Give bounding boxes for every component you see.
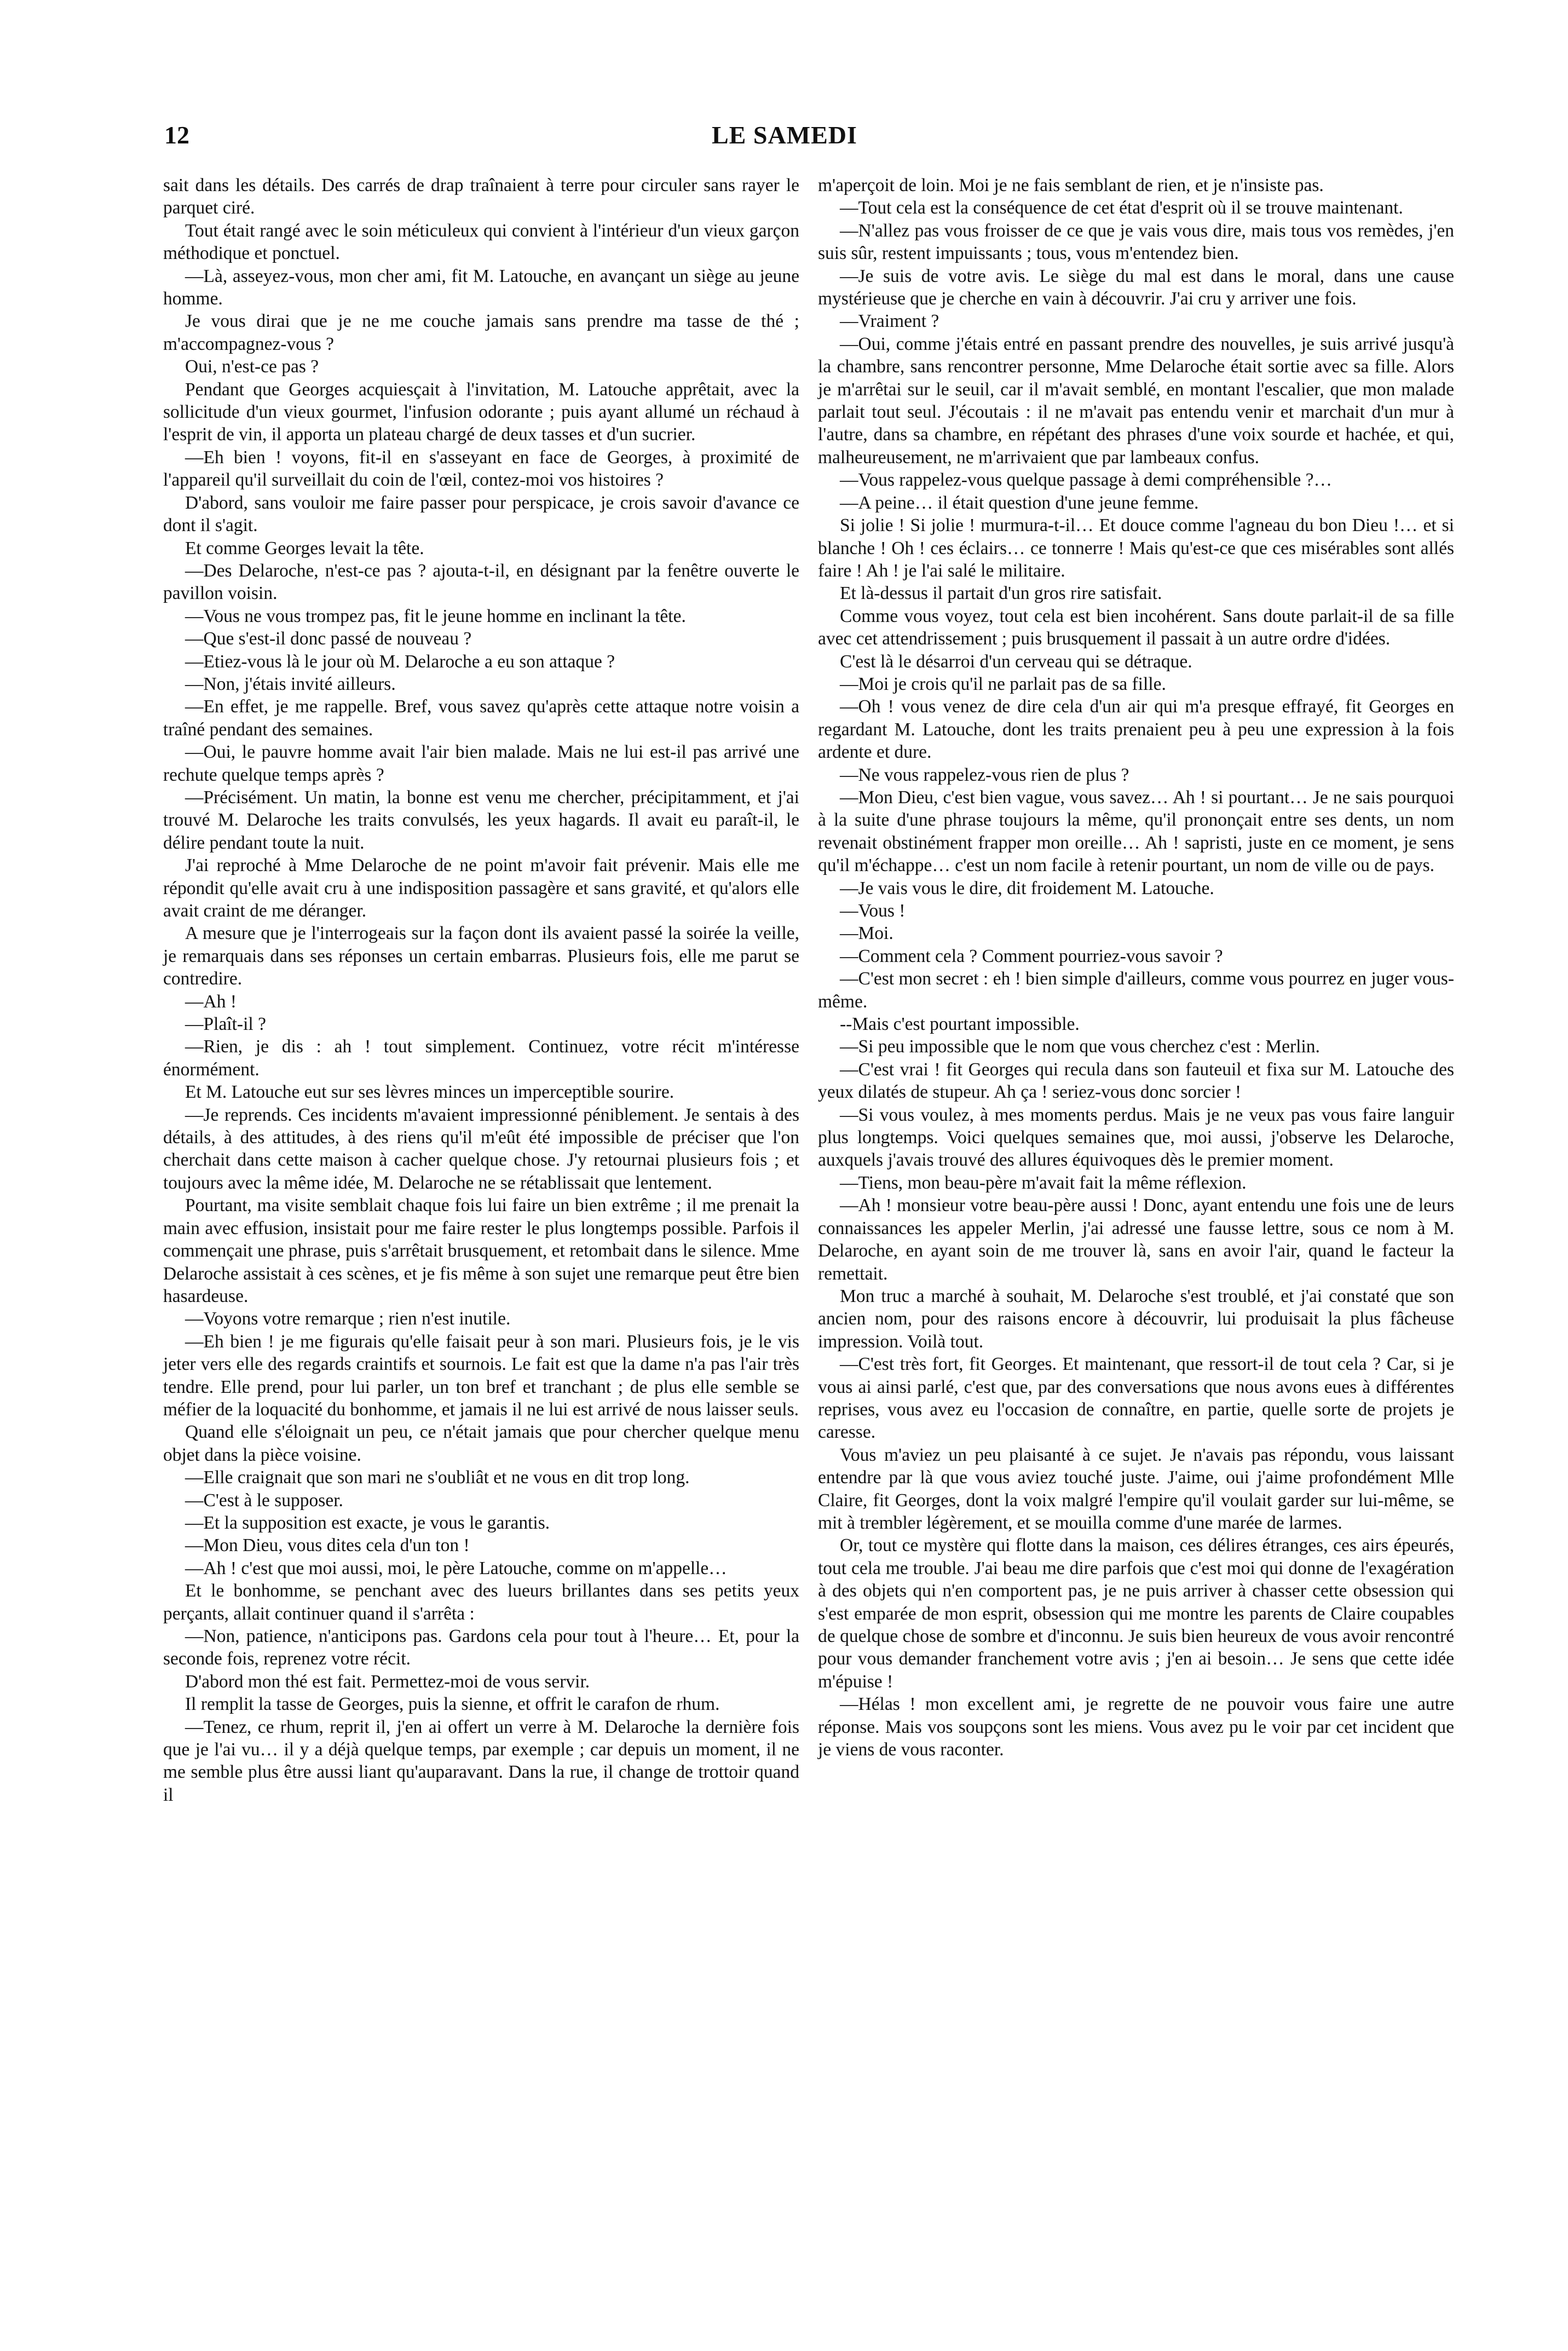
article-paragraph: D'abord, sans vouloir me faire passer pour perspicace, je crois savoir d'avance ce dont il s'agit. xyxy=(163,492,799,536)
article-paragraph: —Vous rappelez-vous quelque passage à demi compréhensible ?… xyxy=(840,470,1332,491)
article-paragraph: —Hélas ! mon excellent ami, je regrette de ne pouvoir vous faire une autre réponse. Mais vos soupçons sont les miens. Vous avez pu le voir par cet incident que je viens de vous raconter. xyxy=(818,1694,1454,1760)
article-paragraph: —Comment cela ? Comment pourriez-vous savoir ? xyxy=(840,946,1223,966)
article-paragraph: —Elle craignait que son mari ne s'oubliât et ne vous en dit trop long. xyxy=(185,1467,690,1488)
right-text-column xyxy=(818,174,1454,1761)
article-paragraph: —Eh bien ! voyons, fit-il en s'asseyant en face de Georges, à proximité de l'appareil qu'il surveillait du coin de l'œil, contez-moi vos histoires ? xyxy=(163,447,799,491)
article-paragraph: —Eh bien ! je me figurais qu'elle faisait peur à son mari. Plusieurs fois, je le vis jeter vers elle des regards craintifs et sournois. Le fait est que la dame n'a pas l'air très tendre. Elle prend, pour lui parler, un ton bref et tranchant ; de plus elle semble se méfier de la loquacité du bonhomme, et jamais il ne lui est arrivé de nous laisser seuls. xyxy=(163,1331,799,1420)
article-paragraph: —Précisément. Un matin, la bonne est venu me chercher, précipitamment, et j'ai trouvé M. Delaroche les traits convulsés, les yeux hagards. Il avait eu paraît-il, le délire pendant toute la nuit. xyxy=(163,787,799,853)
article-paragraph: Oui, n'est-ce pas ? xyxy=(185,356,319,377)
article-paragraph: —Vous ne vous trompez pas, fit le jeune homme en inclinant la tête. xyxy=(185,606,686,626)
article-paragraph: —Et la supposition est exacte, je vous le garantis. xyxy=(185,1512,550,1533)
article-paragraph: m'aperçoit de loin. Moi je ne fais semblant de rien, et je n'insiste pas. xyxy=(818,175,1324,195)
article-paragraph: Si jolie ! Si jolie ! murmura-t-il… Et douce comme l'agneau du bon Dieu !… et si blanche ! Oh ! ces éclairs… ce tonnerre ! Mais qu'est-ce que ces misérables sont allés faire ! Ah ! je l'ai salé le militaire. xyxy=(818,515,1454,581)
article-paragraph: —Que s'est-il donc passé de nouveau ? xyxy=(185,629,472,649)
running-title: LE SAMEDI xyxy=(712,121,857,149)
article-paragraph: Je vous dirai que je ne me couche jamais sans prendre ma tasse de thé ; m'accompagnez-vous ? xyxy=(163,311,799,354)
article-paragraph: Il remplit la tasse de Georges, puis la sienne, et offrit le carafon de rhum. xyxy=(185,1694,720,1715)
article-paragraph: Pourtant, ma visite semblait chaque fois lui faire un bien extrême ; il me prenait la main avec effusion, insistait pour me faire rester le plus longtemps possible. Parfois il commençait une phrase, puis s'arrêtait brusquement, et retombait dans le silence. Mme Delaroche assistait à ces scènes, et je fis même à son sujet une remarque peut être bien hasardeuse. xyxy=(163,1195,799,1306)
article-paragraph: —Non, j'étais invité ailleurs. xyxy=(185,673,396,694)
article-paragraph: J'ai reproché à Mme Delaroche de ne point m'avoir fait prévenir. Mais elle me répondit qu'elle avait cru à une indisposition passagère et sans gravité, et qu'alors elle avait craint de me déranger. xyxy=(163,855,799,921)
article-paragraph: —Mon Dieu, c'est bien vague, vous savez… Ah ! si pourtant… Je ne sais pourquoi à la suite d'une phrase toujours la même, qu'il prononçait entre ses dents, un nom revenait obstinément frapper mon oreille… Ah ! sapristi, juste en ce moment, je sens qu'il m'échappe… c'est un nom facile à retenir pourtant, un nom de ville ou de pays. xyxy=(818,787,1454,876)
article-paragraph: Et là-dessus il partait d'un gros rire satisfait. xyxy=(840,583,1162,604)
left-text-column xyxy=(163,174,799,1806)
article-paragraph: —A peine… il était question d'une jeune femme. xyxy=(840,492,1199,513)
article-paragraph: —Tenez, ce rhum, reprit il, j'en ai offert un verre à M. Delaroche la dernière fois que je l'ai vu… il y a déjà quelque temps, par exemple ; car depuis un moment, il ne me semble plus être aussi liant qu'auparavant. Dans la rue, il change de trottoir quand il xyxy=(163,1716,799,1805)
article-paragraph: —Ah ! monsieur votre beau-père aussi ! Donc, ayant entendu une fois une de leurs connaissances les appeler Merlin, j'ai adressé une fausse lettre, sous ce nom à M. Delaroche, en ayant soin de me trouver là, sans en avoir l'air, quand le facteur la remettait. xyxy=(818,1195,1454,1284)
article-paragraph: —C'est vrai ! fit Georges qui recula dans son fauteuil et fixa sur M. Latouche des yeux dilatés de stupeur. Ah ça ! seriez-vous donc sorcier ! xyxy=(818,1059,1454,1103)
article-paragraph: —Rien, je dis : ah ! tout simplement. Continuez, votre récit m'intéresse énormément. xyxy=(163,1036,799,1080)
page-number: 12 xyxy=(164,121,189,149)
article-paragraph: —En effet, je me rappelle. Bref, vous savez qu'après cette attaque notre voisin a traîné pendant des semaines. xyxy=(163,696,799,740)
article-paragraph: sait dans les détails. Des carrés de drap traînaient à terre pour circuler sans rayer le parquet ciré. xyxy=(163,175,799,218)
article-paragraph: Tout était rangé avec le soin méticuleux qui convient à l'intérieur d'un vieux garçon méthodique et ponctuel. xyxy=(163,220,799,264)
article-paragraph: —Etiez-vous là le jour où M. Delaroche a eu son attaque ? xyxy=(185,651,615,672)
article-paragraph: Vous m'aviez un peu plaisanté à ce sujet. Je n'avais pas répondu, vous laissant entendre par là que vous aviez touché juste. J'aime, oui j'aime profondément Mlle Claire, fit Georges, dont la voix malgré l'empire qu'il voulait garder sur lui-même, se mit à trembler légèrement, et se mouilla comme d'une marée de larmes. xyxy=(818,1444,1454,1533)
article-paragraph: Or, tout ce mystère qui flotte dans la maison, ces délires étranges, ces airs épeurés, tout cela me trouble. J'ai beau me dire parfois que c'est moi qui donne de l'exagération à des objets qui n'en comportent pas, je ne puis arriver à chasser cette obsession qui s'est emparée de mon esprit, obsession qui me montre les parents de Claire coupables de quelque chose de sombre et d'inconnu. Je suis bien heureux de vous avoir rencontré pour vous demander franchement votre avis ; j'en ai besoin… Je sens que cette idée m'épuise ! xyxy=(818,1535,1454,1692)
article-paragraph: —Plaît-il ? xyxy=(185,1014,266,1035)
page-header xyxy=(164,115,1423,159)
article-paragraph: —Mon Dieu, vous dites cela d'un ton ! xyxy=(185,1535,470,1556)
article-paragraph: —C'est à le supposer. xyxy=(185,1490,343,1511)
article-paragraph: —Non, patience, n'anticipons pas. Gardons cela pour tout à l'heure… Et, pour la seconde fois, reprenez votre récit. xyxy=(163,1626,799,1669)
article-paragraph: —Ah ! c'est que moi aussi, moi, le père Latouche, comme on m'appelle… xyxy=(185,1558,727,1578)
article-paragraph: —Si peu impossible que le nom que vous cherchez c'est : Merlin. xyxy=(840,1036,1320,1057)
article-paragraph: —Tout cela est la conséquence de cet état d'esprit où il se trouve maintenant. xyxy=(840,198,1403,218)
article-paragraph: Mon truc a marché à souhait, M. Delaroche s'est troublé, et j'ai constaté que son ancien nom, pour des raisons encore à découvrir, lui produisait la plus fâcheuse impression. Voilà tout. xyxy=(818,1286,1454,1352)
article-paragraph: D'abord mon thé est fait. Permettez-moi de vous servir. xyxy=(185,1671,590,1692)
article-paragraph: —Vous ! xyxy=(840,901,906,921)
article-paragraph: —Là, asseyez-vous, mon cher ami, fit M. Latouche, en avançant un siège au jeune homme. xyxy=(163,266,799,309)
article-paragraph: —Moi. xyxy=(840,923,893,944)
article-paragraph: —Ne vous rappelez-vous rien de plus ? xyxy=(840,764,1129,785)
article-paragraph: —Tiens, mon beau-père m'avait fait la même réflexion. xyxy=(840,1172,1247,1193)
article-paragraph: --Mais c'est pourtant impossible. xyxy=(840,1014,1080,1035)
article-paragraph: A mesure que je l'interrogeais sur la façon dont ils avaient passé la soirée la veille, je remarquais dans ses réponses un certain embarras. Plusieurs fois, elle me parut se contredire. xyxy=(163,923,799,989)
article-paragraph: —C'est mon secret : eh ! bien simple d'ailleurs, comme vous pourrez en juger vous-même. xyxy=(818,969,1454,1012)
article-paragraph: —Si vous voulez, à mes moments perdus. Mais je ne veux pas vous faire languir plus longtemps. Voici quelques semaines que, moi aussi, j'observe les Delaroche, auxquels j'avais trouvé des allures équivoques dès le premier moment. xyxy=(818,1104,1454,1171)
article-paragraph: Et comme Georges levait la tête. xyxy=(185,538,424,558)
article-paragraph: —Oh ! vous venez de dire cela d'un air qui m'a presque effrayé, fit Georges en regardant M. Latouche, dont les traits prenaient peu à peu une expression à la fois ardente et dure. xyxy=(818,696,1454,763)
article-paragraph: —Ah ! xyxy=(185,991,237,1012)
article-paragraph: —Moi je crois qu'il ne parlait pas de sa fille. xyxy=(840,673,1166,694)
article-paragraph: Comme vous voyez, tout cela est bien incohérent. Sans doute parlait-il de sa fille avec cet attendrissement ; puis brusquement il passait à un autre ordre d'idées. xyxy=(818,606,1454,649)
article-paragraph: —C'est très fort, fit Georges. Et maintenant, que ressort-il de tout cela ? Car, si je vous ai ainsi parlé, c'est que, par des conversations que nous avons eues à différentes reprises, vous avez eu l'occasion de connaître, en partie, quelle sorte de projets je caresse. xyxy=(818,1354,1454,1443)
article-paragraph: Et le bonhomme, se penchant avec des lueurs brillantes dans ses petits yeux perçants, allait continuer quand il s'arrêta : xyxy=(163,1581,799,1624)
article-paragraph: —N'allez pas vous froisser de ce que je vais vous dire, mais tous vos remèdes, j'en suis sûr, restent impuissants ; tous, vous m'entendez bien. xyxy=(818,220,1454,264)
article-paragraph: —Voyons votre remarque ; rien n'est inutile. xyxy=(185,1309,511,1329)
article-paragraph: —Des Delaroche, n'est-ce pas ? ajouta-t-il, en désignant par la fenêtre ouverte le pavillon voisin. xyxy=(163,560,799,604)
article-paragraph: Quand elle s'éloignait un peu, ce n'était jamais que pour chercher quelque menu objet dans la pièce voisine. xyxy=(163,1422,799,1465)
article-paragraph: C'est là le désarroi d'un cerveau qui se détraque. xyxy=(840,651,1192,672)
article-paragraph: —Je vais vous le dire, dit froidement M. Latouche. xyxy=(840,878,1214,898)
article-paragraph: —Oui, le pauvre homme avait l'air bien malade. Mais ne lui est-il pas arrivé une rechute quelque temps après ? xyxy=(163,742,799,785)
article-paragraph: —Vraiment ? xyxy=(840,311,939,332)
article-paragraph: —Oui, comme j'étais entré en passant prendre des nouvelles, je suis arrivé jusqu'à la chambre, sans rencontrer personne, Mme Delaroche était sortie avec sa fille. Alors je m'arrêtai sur le seuil, car il m'avait semblé, en montant l'escalier, que mon malade parlait tout seul. J'écoutais : il ne m'avait pas entendu venir et marchait d'un mur à l'autre, dans sa chambre, en répétant des phrases d'une voix sourde et hachée, et qui, malheureusement, ne m'arrivaient que par lambeaux confus. xyxy=(818,333,1454,468)
article-paragraph: —Je suis de votre avis. Le siège du mal est dans le moral, dans une cause mystérieuse que je cherche en vain à découvrir. J'ai cru y arriver une fois. xyxy=(818,266,1454,309)
article-paragraph: —Je reprends. Ces incidents m'avaient impressionné péniblement. Je sentais à des détails, à des attitudes, à des riens qu'il m'eût été impossible de préciser que l'on cherchait dans cette maison à cacher quelque chose. J'y retournai plusieurs fois ; et toujours avec la même idée, M. Delaroche ne se rétablissait que lentement. xyxy=(163,1104,799,1193)
article-paragraph: Pendant que Georges acquiesçait à l'invitation, M. Latouche apprêtait, avec la sollicitude d'un vieux gourmet, l'infusion odorante ; puis ayant allumé un réchaud à l'esprit de vin, il apporta un plateau chargé de deux tasses et d'un sucrier. xyxy=(163,379,799,445)
article-paragraph: Et M. Latouche eut sur ses lèvres minces un imperceptible sourire. xyxy=(185,1082,675,1103)
